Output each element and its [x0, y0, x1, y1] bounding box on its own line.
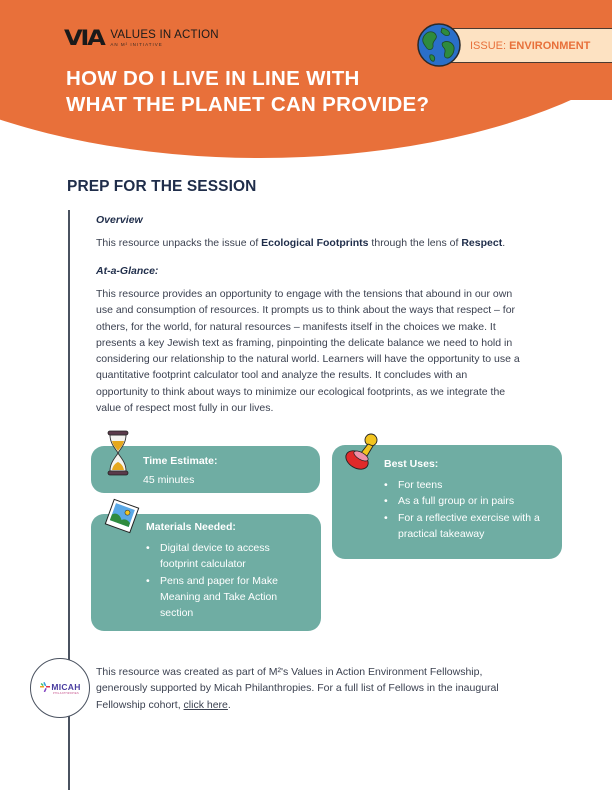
globe-icon — [416, 22, 462, 68]
best-uses-title: Best Uses: — [384, 458, 439, 470]
time-estimate-title: Time Estimate: — [143, 455, 218, 467]
micah-logo — [30, 658, 90, 718]
logo-title: VALUES IN ACTION — [110, 29, 219, 41]
materials-needed-title: Materials Needed: — [146, 521, 236, 533]
list-item: • As a full group or in pairs — [382, 493, 552, 509]
hourglass-icon — [106, 430, 130, 476]
section-title: PREP FOR THE SESSION — [67, 178, 257, 195]
time-estimate-value: 45 minutes — [143, 474, 195, 486]
page-title — [66, 66, 486, 118]
materials-list — [144, 540, 304, 621]
footer-credit — [96, 664, 576, 713]
list-item: • Digital device to access footprint calculator — [144, 540, 304, 573]
at-a-glance-text: This resource provides an opportunity to engage with the tensions that abound in our own use and consumption of resources. It prompts us to think about the ways that respect – for others, for the world, for natural resources – manifests itself in the choices we make. It presents a key Jewish text as framing, pinpointing the delicate balance we need to hold in considering our relationship to the natural world. Learners will have the opportunity to use a quantitative footprint calculator tool and analyze the results. It concludes with an opportunity to think about ways to minimize our ecological footprints, as we integrate the value of respect most fully in our lives. — [96, 288, 520, 415]
micah-star-icon — [39, 682, 51, 692]
overview-heading: Overview — [96, 214, 143, 226]
title-line-2: WHAT THE PLANET CAN PROVIDE? — [66, 93, 430, 116]
best-uses-list — [382, 477, 552, 542]
micah-subtitle: PHILANTHROPIES — [52, 691, 79, 695]
list-item: • Pens and paper for Make Meaning and Take Action section — [144, 573, 304, 622]
issue-value: ENVIRONMENT — [509, 39, 591, 52]
stamp-icon — [343, 432, 383, 472]
issue-label: ISSUE: — [470, 39, 507, 52]
via-logo — [64, 26, 219, 50]
footer-line-3: Fellowship cohort, click here. — [96, 698, 231, 711]
footer-line-1: This resource was created as part of M²'s Values in Action Environment Fellowship, — [96, 666, 483, 678]
issue-tag — [440, 28, 612, 63]
footer-line-2: generously supported by Micah Philanthropies. For a full list of Fellows in the inaugural — [96, 682, 499, 695]
list-item: • For teens — [382, 477, 552, 493]
logo-subtitle: AN M² INITIATIVE — [110, 42, 163, 47]
logo-mark: VIA — [64, 26, 104, 50]
at-a-glance-heading: At-a-Glance: — [96, 265, 159, 277]
picture-icon — [104, 498, 140, 534]
title-line-1: HOW DO I LIVE IN LINE WITH — [66, 67, 360, 90]
overview-text: This resource unpacks the issue of Ecological Footprints through the lens of Respect. — [96, 237, 506, 249]
list-item: • For a reflective exercise with a practical takeaway — [382, 510, 552, 543]
fellows-list-link[interactable]: click here — [183, 698, 228, 711]
micah-wordmark: MICAH — [39, 682, 80, 692]
